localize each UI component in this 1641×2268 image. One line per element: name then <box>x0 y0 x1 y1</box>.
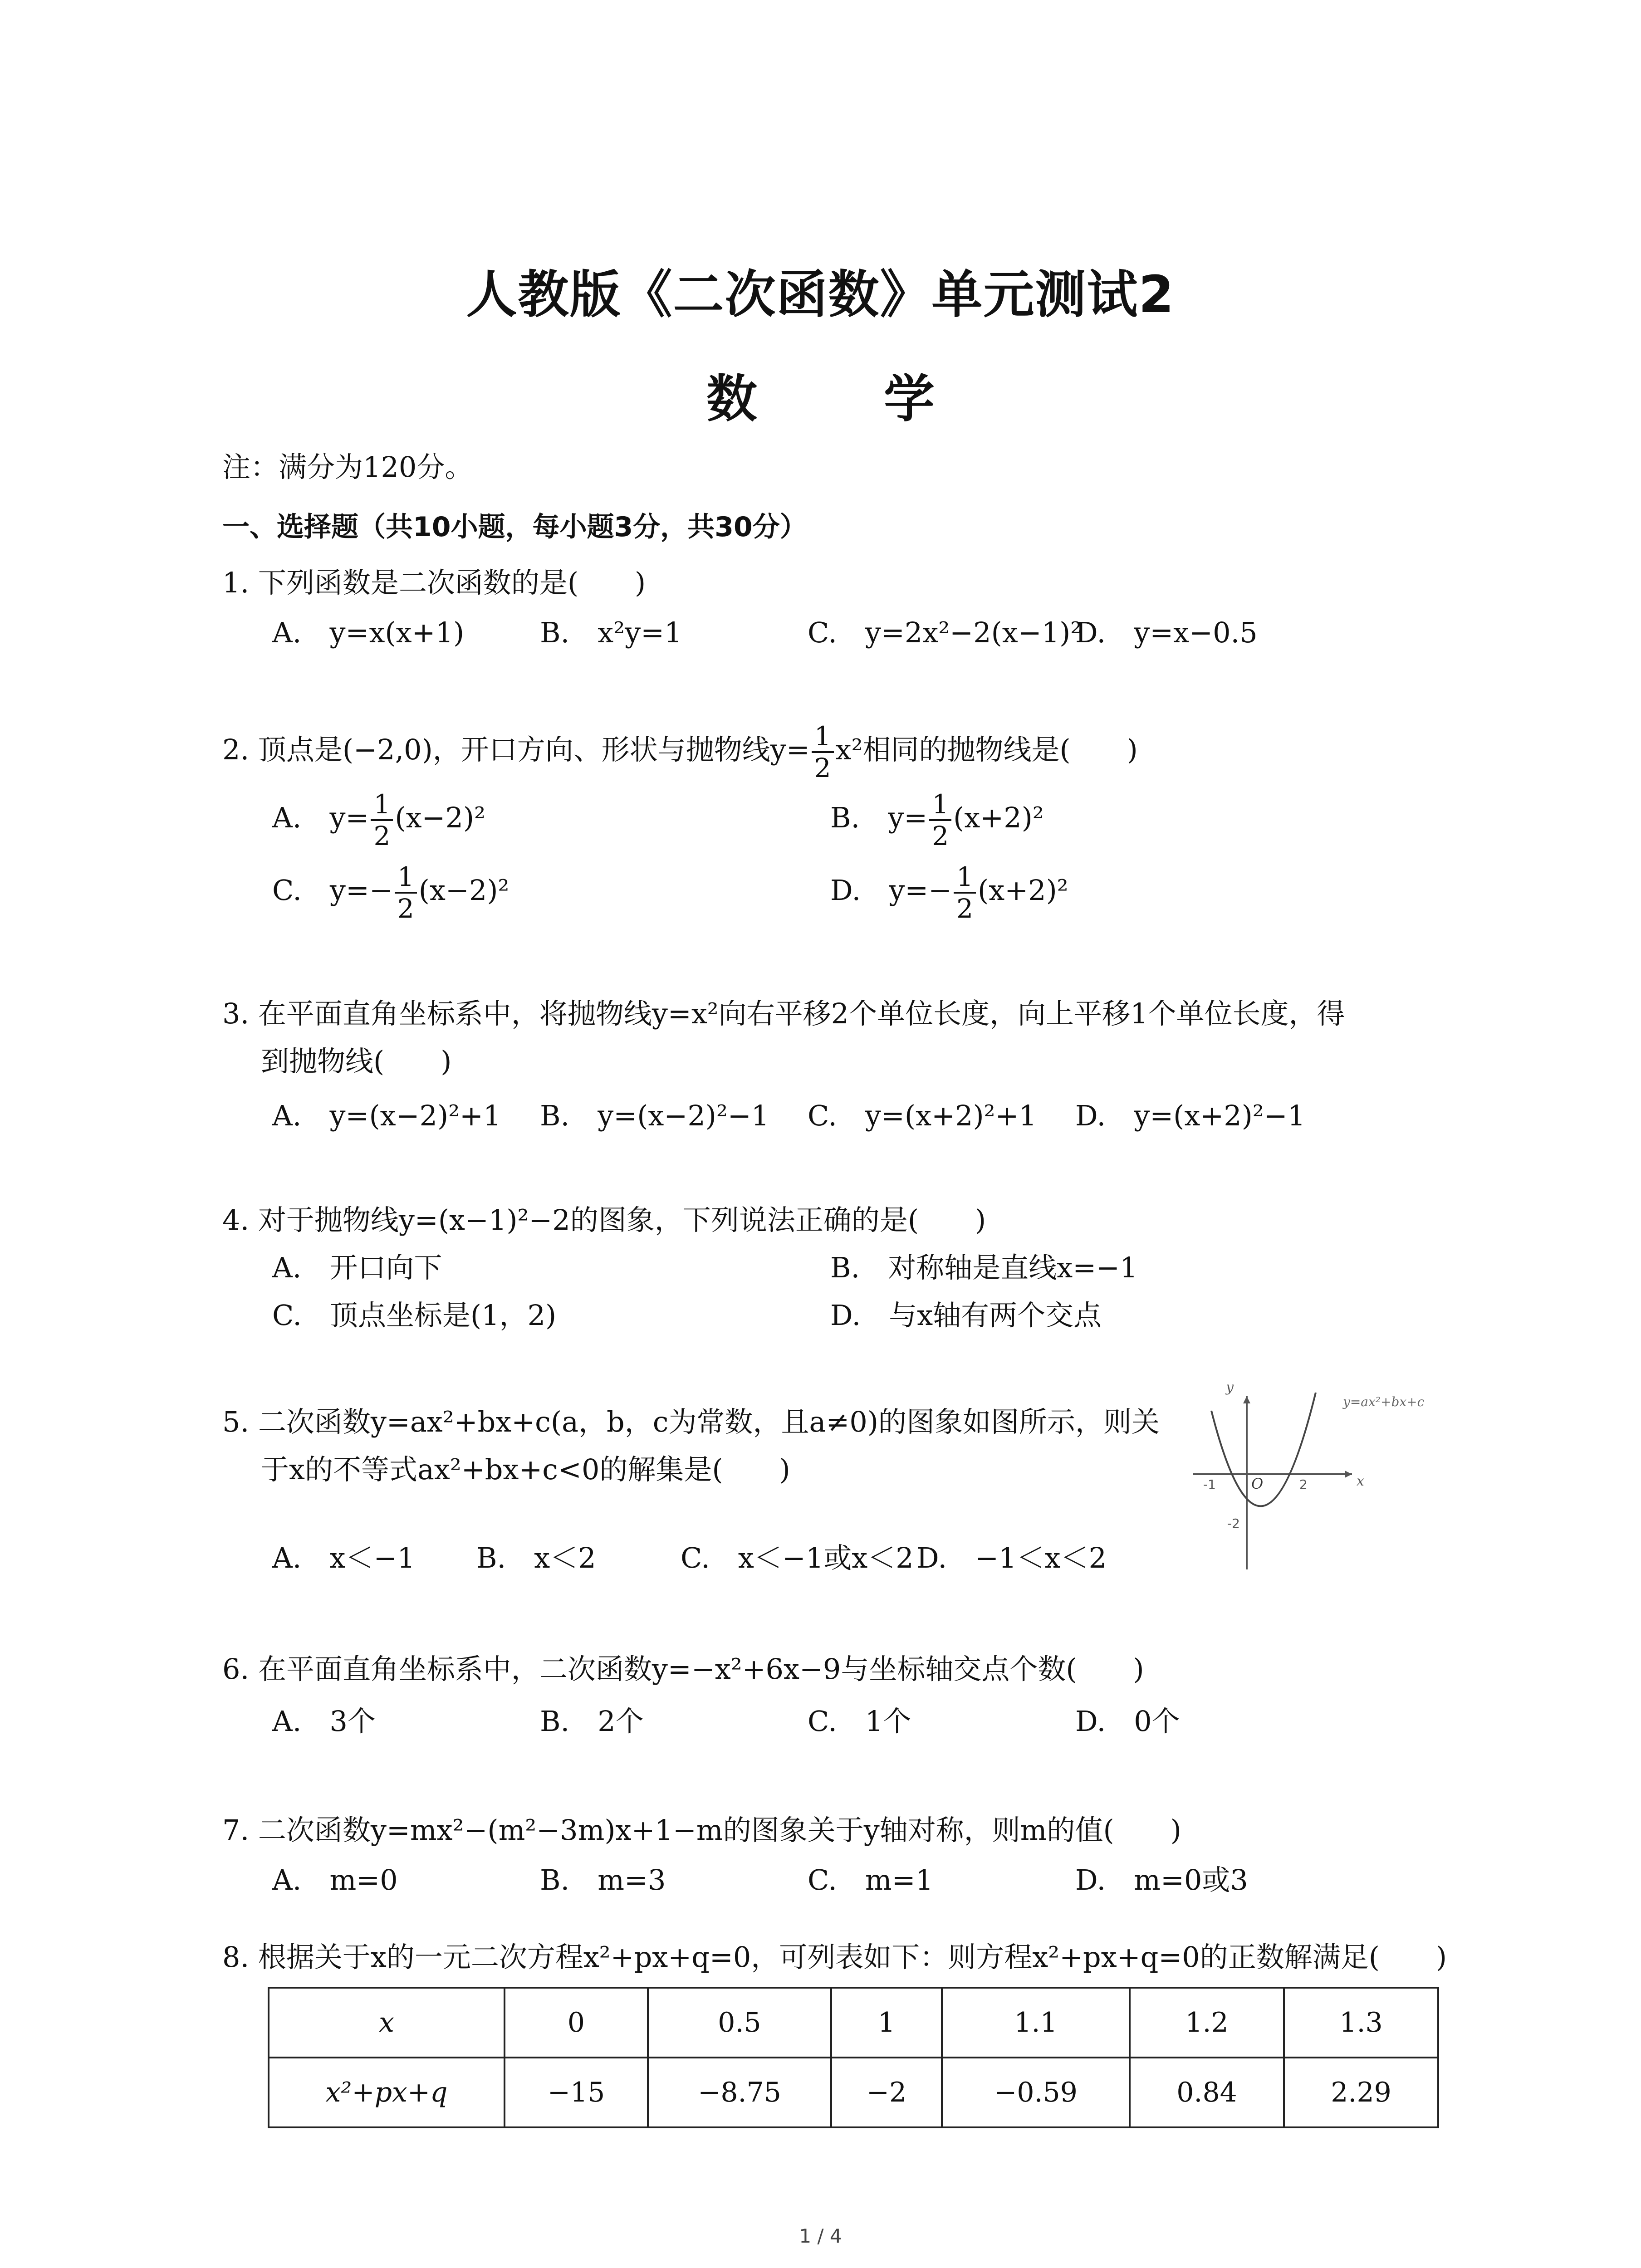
table-cell: 1.2 <box>1130 1988 1284 2058</box>
section-heading: 一、选择题（共10小题，每小题3分，共30分） <box>222 511 807 543</box>
question-6-option-b: B. 2个 <box>540 1705 644 1738</box>
question-2-stem-text: 2. 顶点是(−2,0)，开口方向、形状与抛物线y= <box>222 733 810 767</box>
question-4-option-c: C. 顶点坐标是(1，2) <box>272 1299 557 1332</box>
table-cell: −15 <box>505 2058 648 2127</box>
table-cell: 1 <box>831 1988 942 2058</box>
question-2-stem <box>222 721 1138 783</box>
tick-label-neg2: -2 <box>1227 1516 1240 1531</box>
question-3-option-d: D. y=(x+2)²−1 <box>1075 1099 1306 1132</box>
table-cell: −8.75 <box>648 2058 831 2127</box>
fraction-denominator: 2 <box>956 893 974 924</box>
table-cell: x <box>269 1988 505 2058</box>
table-row <box>269 2058 1438 2127</box>
option-suffix: (x−2)² <box>395 801 485 835</box>
question-7-option-a: A. m=0 <box>272 1863 398 1897</box>
question-6-option-c: C. 1个 <box>808 1705 911 1738</box>
question-5-option-a: A. x＜−1 <box>272 1541 415 1574</box>
page-title: 人教版《二次函数》单元测试2 <box>466 265 1175 324</box>
fraction <box>371 789 393 851</box>
question-7-option-b: B. m=3 <box>540 1863 666 1897</box>
question-2-option-a <box>272 789 485 851</box>
option-prefix: B. y= <box>830 801 928 835</box>
values-table <box>268 1987 1439 2128</box>
question-5-option-d: D. −1＜x＜2 <box>916 1541 1107 1574</box>
question-3-option-b: B. y=(x−2)²−1 <box>540 1099 769 1132</box>
question-3-option-c: C. y=(x+2)²+1 <box>808 1099 1037 1132</box>
question-4-stem: 4. 对于抛物线y=(x−1)²−2的图象，下列说法正确的是( ) <box>222 1203 986 1237</box>
option-prefix: A. y= <box>272 801 369 835</box>
origin-label: O <box>1251 1475 1264 1492</box>
question-1-option-d: D. y=x−0.5 <box>1075 616 1258 649</box>
x-axis-arrow <box>1345 1471 1352 1478</box>
table-cell: 0.84 <box>1130 2058 1284 2127</box>
question-5-stem-line-1: 5. 二次函数y=ax²+bx+c(a，b，c为常数，且a≠0)的图象如图所示，则关 <box>222 1405 1160 1438</box>
fraction-denominator: 2 <box>932 821 949 851</box>
x-axis-label: x <box>1357 1473 1364 1489</box>
question-1-option-b: B. x²y=1 <box>540 616 682 649</box>
question-2-option-b <box>830 789 1044 851</box>
question-8-stem: 8. 根据关于x的一元二次方程x²+px+q=0，可列表如下：则方程x²+px+q=0的正数解满足( ) <box>222 1941 1447 1974</box>
table-cell: −0.59 <box>942 2058 1130 2127</box>
option-suffix: (x−2)² <box>418 874 509 907</box>
table-cell: 1.1 <box>942 1988 1130 2058</box>
question-7-option-c: C. m=1 <box>808 1863 934 1897</box>
fraction-denominator: 2 <box>814 753 831 783</box>
fraction <box>929 789 951 851</box>
question-7-option-d: D. m=0或3 <box>1075 1863 1248 1897</box>
y-axis-arrow <box>1243 1396 1250 1403</box>
table-cell: 1.3 <box>1284 1988 1438 2058</box>
page-number: 1 / 4 <box>799 2225 842 2247</box>
question-3-stem-line-2: 到抛物线( ) <box>261 1045 452 1078</box>
question-5-stem-line-2: 于x的不等式ax²+bx+c<0的解集是( ) <box>261 1453 790 1486</box>
fraction <box>395 862 417 924</box>
option-suffix: (x+2)² <box>978 874 1068 907</box>
tick-label-neg1: -1 <box>1203 1477 1216 1492</box>
fraction-denominator: 2 <box>397 893 414 924</box>
table-cell: −2 <box>831 2058 942 2127</box>
question-5-option-c: C. x＜−1或x＜2 <box>681 1541 914 1574</box>
question-4-option-d: D. 与x轴有两个交点 <box>830 1299 1102 1332</box>
question-2-option-c <box>272 862 509 924</box>
question-2-option-d <box>830 862 1068 924</box>
fraction-denominator: 2 <box>373 821 391 851</box>
question-1-option-c: C. y=2x²−2(x−1)² <box>808 616 1082 649</box>
fraction-numerator: 1 <box>929 789 951 821</box>
question-5-option-b: B. x＜2 <box>476 1541 596 1574</box>
question-4-option-b: B. 对称轴是直线x=−1 <box>830 1251 1138 1284</box>
fraction-numerator: 1 <box>395 862 417 894</box>
question-6-option-d: D. 0个 <box>1075 1705 1180 1738</box>
question-3-stem-line-1: 3. 在平面直角坐标系中，将抛物线y=x²向右平移2个单位长度，向上平移1个单位长度，得 <box>222 997 1345 1030</box>
option-suffix: (x+2)² <box>953 801 1044 835</box>
graph-equation-label: y=ax²+bx+c <box>1343 1394 1425 1409</box>
question-1-stem: 1. 下列函数是二次函数的是( ) <box>222 566 646 599</box>
y-axis-label: y <box>1226 1383 1234 1395</box>
question-6-option-a: A. 3个 <box>272 1705 376 1738</box>
table-cell: 0.5 <box>648 1988 831 2058</box>
subject-title: 数 学 <box>706 370 989 429</box>
question-4-option-a: A. 开口向下 <box>272 1251 442 1284</box>
option-prefix: C. y=− <box>272 874 393 907</box>
fraction-numerator: 1 <box>954 862 976 894</box>
table-cell: x²+px+q <box>269 2058 505 2127</box>
fraction <box>812 721 834 783</box>
score-note: 注：满分为120分。 <box>222 450 473 484</box>
question-1-option-a: A. y=x(x+1) <box>272 616 465 649</box>
tick-label-2: 2 <box>1299 1477 1308 1492</box>
question-6-stem: 6. 在平面直角坐标系中，二次函数y=−x²+6x−9与坐标轴交点个数( ) <box>222 1652 1144 1686</box>
question-7-stem: 7. 二次函数y=mx²−(m²−3m)x+1−m的图象关于y轴对称，则m的值( ) <box>222 1813 1181 1847</box>
option-prefix: D. y=− <box>830 874 952 907</box>
table-cell: 0 <box>505 1988 648 2058</box>
fraction <box>954 862 976 924</box>
question-3-option-a: A. y=(x−2)²+1 <box>272 1099 501 1132</box>
parabola-graph <box>1180 1383 1461 1574</box>
table-cell: 2.29 <box>1284 2058 1438 2127</box>
table-row <box>269 1988 1438 2058</box>
fraction-numerator: 1 <box>371 789 393 821</box>
fraction-numerator: 1 <box>812 721 834 753</box>
question-2-stem-text-end: x²相同的抛物线是( ) <box>835 733 1138 767</box>
